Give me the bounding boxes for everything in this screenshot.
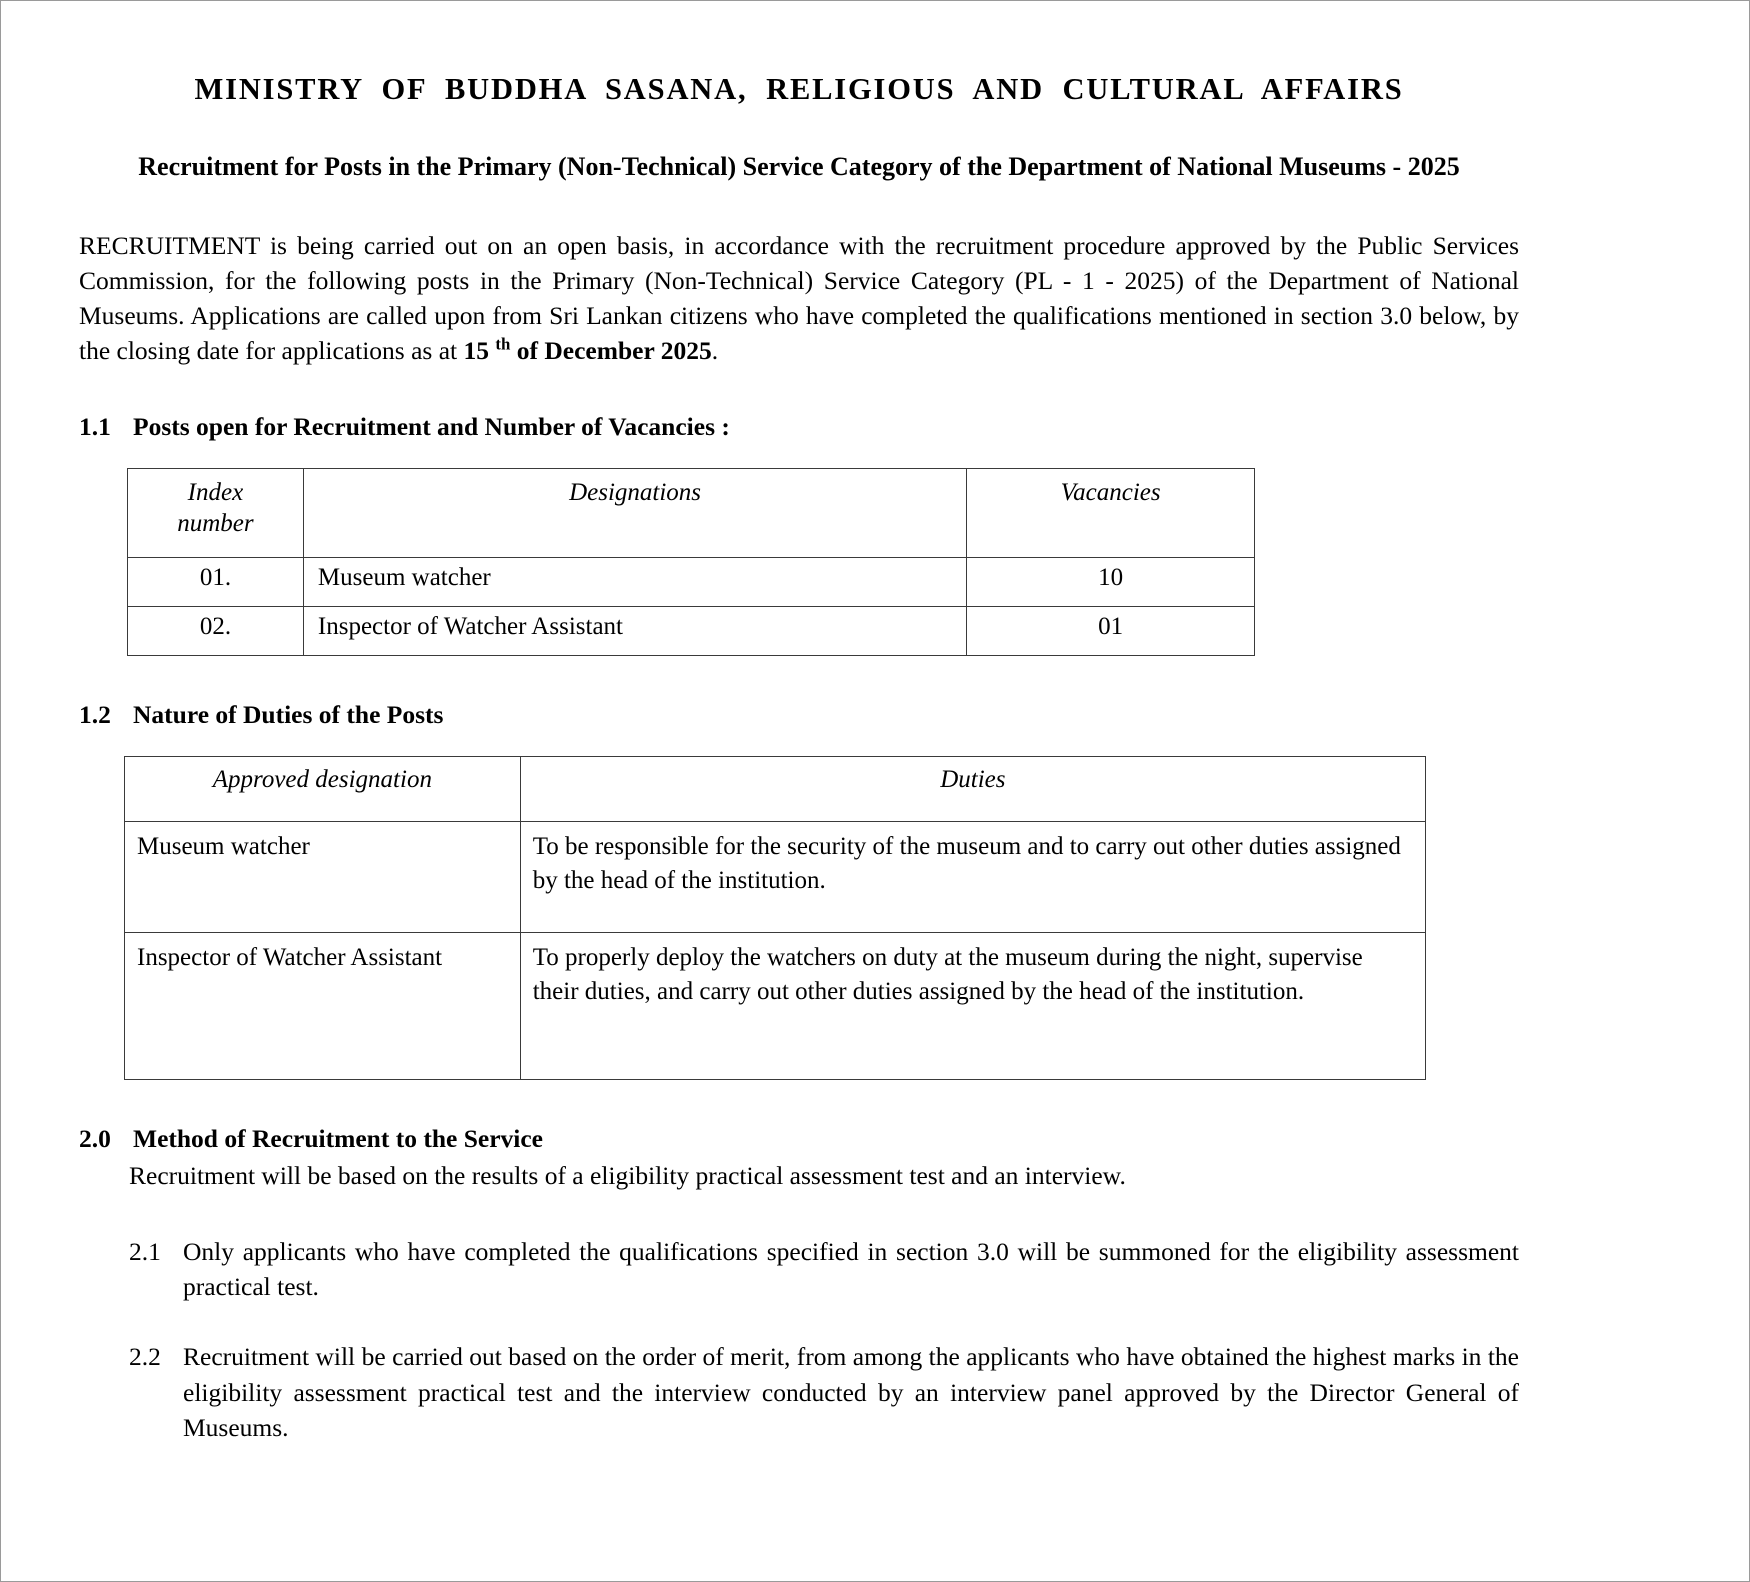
sub-item-number-2-2: 2.2 bbox=[129, 1341, 161, 1371]
intro-paragraph bbox=[79, 228, 1519, 369]
section-heading-1-2 bbox=[79, 700, 1519, 730]
table-row bbox=[125, 822, 1426, 933]
closing-date-rest: of December 2025 bbox=[510, 336, 712, 366]
sub-item-2-1 bbox=[129, 1234, 1519, 1305]
index-header-line-1: Index bbox=[187, 479, 244, 507]
section-number-2-0: 2.0 bbox=[79, 1124, 111, 1154]
ministry-title: MINISTRY OF BUDDHA SASANA, RELIGIOUS AND CULTURAL AFFAIRS bbox=[194, 72, 1404, 106]
cell-designation: Museum watcher bbox=[303, 558, 966, 607]
cell-approved-designation: Museum watcher bbox=[125, 822, 521, 933]
cell-duties: To properly deploy the watchers on duty at the museum during the night, supervise their duties, and carry out other duties assigned by the head of the institution. bbox=[520, 933, 1425, 1080]
cell-designation: Inspector of Watcher Assistant bbox=[303, 607, 966, 656]
cell-index: 01. bbox=[128, 558, 304, 607]
section-title-1-2: Nature of Duties of the Posts bbox=[133, 700, 444, 730]
section-number-1-2: 1.2 bbox=[79, 700, 111, 730]
duties-table-wrapper bbox=[79, 756, 1519, 1080]
intro-text-main: RECRUITMENT is being carried out on an open basis, in accordance with the recruitment procedure approved by the Public Services Commission, for the following posts in the Primary (Non-Technical) Service Category (PL - 1 - 2025) of the Department of National Museums. Applications are called upon from Sri Lankan citizens who have completed the qualifications mentioned in section 3.0 below, by the closing date for applications as at bbox=[79, 230, 1519, 366]
cell-vacancies: 10 bbox=[967, 558, 1255, 607]
table-row bbox=[125, 933, 1426, 1080]
index-header-line-2: number bbox=[177, 509, 254, 537]
section-2-subitems bbox=[79, 1234, 1519, 1446]
cell-duties: To be responsible for the security of the museum and to carry out other duties assigned by the head of the institution. bbox=[520, 822, 1425, 933]
section-title-1-1: Posts open for Recruitment and Number of Vacancies : bbox=[133, 412, 730, 442]
sub-item-number-2-1: 2.1 bbox=[129, 1236, 161, 1266]
table-header-row bbox=[125, 757, 1426, 822]
intro-period: . bbox=[711, 336, 719, 366]
column-header-vacancies: Vacancies bbox=[967, 469, 1255, 558]
cell-index: 02. bbox=[128, 607, 304, 656]
document-content bbox=[79, 1, 1519, 1446]
column-header-index-number bbox=[128, 469, 304, 558]
closing-date-number: 15 bbox=[463, 336, 490, 366]
closing-date-ordinal: th bbox=[495, 334, 511, 354]
section-2-0-lead: Recruitment will be based on the results of a eligibility practical assessment test and an interview. bbox=[129, 1161, 1126, 1191]
cell-vacancies: 01 bbox=[967, 607, 1255, 656]
section-heading-1-1 bbox=[79, 412, 1519, 442]
column-header-duties: Duties bbox=[520, 757, 1425, 822]
sub-item-2-2 bbox=[129, 1339, 1519, 1446]
table-row bbox=[128, 607, 1255, 656]
sub-item-text-2-2: Recruitment will be carried out based on the order of merit, from among the applicants who have obtained the highest marks in the eligibility assessment practical test and the interview conducted by an interview panel approved by the Director General of Museums. bbox=[183, 1341, 1519, 1443]
vacancies-table-wrapper bbox=[79, 468, 1519, 656]
section-number-1-1: 1.1 bbox=[79, 412, 111, 442]
duties-table bbox=[124, 756, 1426, 1080]
column-header-approved-designation: Approved designation bbox=[125, 757, 521, 822]
column-header-designations: Designations bbox=[303, 469, 966, 558]
section-title-2-0: Method of Recruitment to the Service bbox=[133, 1124, 543, 1154]
vacancies-table bbox=[127, 468, 1255, 656]
section-heading-2-0 bbox=[79, 1124, 1519, 1154]
cell-approved-designation: Inspector of Watcher Assistant bbox=[125, 933, 521, 1080]
document-subtitle: Recruitment for Posts in the Primary (Non-Technical) Service Category of the Department of National Museums - 2025 bbox=[138, 151, 1460, 181]
table-row bbox=[128, 558, 1255, 607]
sub-item-text-2-1: Only applicants who have completed the qualifications specified in section 3.0 will be summoned for the eligibility assessment practical test. bbox=[183, 1236, 1519, 1302]
table-header-row bbox=[128, 469, 1255, 558]
